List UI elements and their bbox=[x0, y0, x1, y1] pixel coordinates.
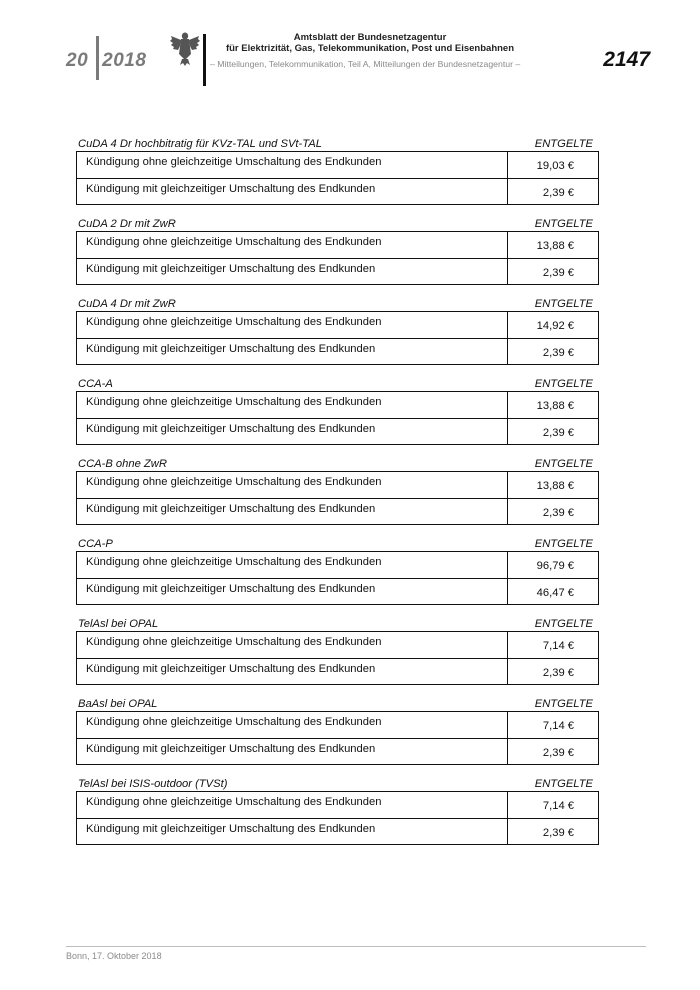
section-title: CCA-A bbox=[78, 378, 113, 390]
fee-amount: 2,39 € bbox=[507, 499, 598, 524]
fee-amount: 13,88 € bbox=[507, 392, 598, 418]
fee-amount: 14,92 € bbox=[507, 312, 598, 338]
fee-section bbox=[76, 776, 599, 845]
fee-description: Kündigung ohne gleichzeitige Umschaltung des Endkunden bbox=[86, 236, 382, 248]
fee-section bbox=[76, 536, 599, 605]
section-title: CuDA 4 Dr hochbitratig für KVz-TAL und SVt-TAL bbox=[78, 138, 322, 150]
publication-title bbox=[210, 32, 530, 54]
fee-amount: 46,47 € bbox=[507, 579, 598, 604]
fee-amount: 7,14 € bbox=[507, 712, 598, 738]
header-divider-dark bbox=[203, 34, 206, 86]
fee-description: Kündigung mit gleichzeitiger Umschaltung des Endkunden bbox=[86, 743, 376, 755]
fee-table bbox=[76, 712, 599, 765]
column-header-fees: ENTGELTE bbox=[534, 778, 593, 790]
fee-amount: 2,39 € bbox=[507, 819, 598, 844]
table-row bbox=[77, 792, 598, 818]
table-row bbox=[77, 312, 598, 338]
table-row bbox=[77, 338, 598, 364]
fee-amount: 13,88 € bbox=[507, 232, 598, 258]
table-row bbox=[77, 392, 598, 418]
fee-description: Kündigung mit gleichzeitiger Umschaltung des Endkunden bbox=[86, 503, 376, 515]
fee-section bbox=[76, 696, 599, 765]
fee-amount: 2,39 € bbox=[507, 419, 598, 444]
fee-table bbox=[76, 312, 599, 365]
fee-section bbox=[76, 216, 599, 285]
fee-section bbox=[76, 376, 599, 445]
fee-section bbox=[76, 616, 599, 685]
fee-amount: 7,14 € bbox=[507, 632, 598, 658]
issue-year: 2018 bbox=[102, 50, 147, 71]
title-line-1: Amtsblatt der Bundesnetzagentur bbox=[293, 32, 447, 43]
fee-amount: 2,39 € bbox=[507, 739, 598, 764]
table-row bbox=[77, 712, 598, 738]
table-row bbox=[77, 498, 598, 524]
column-header-fees: ENTGELTE bbox=[534, 298, 593, 310]
table-row bbox=[77, 552, 598, 578]
fee-description: Kündigung ohne gleichzeitige Umschaltung des Endkunden bbox=[86, 396, 382, 408]
fee-description: Kündigung mit gleichzeitiger Umschaltung des Endkunden bbox=[86, 263, 376, 275]
section-header bbox=[76, 536, 599, 552]
fee-table bbox=[76, 152, 599, 205]
fee-description: Kündigung ohne gleichzeitige Umschaltung des Endkunden bbox=[86, 156, 382, 168]
fee-description: Kündigung mit gleichzeitiger Umschaltung des Endkunden bbox=[86, 823, 376, 835]
footer-date: Bonn, 17. Oktober 2018 bbox=[66, 951, 162, 961]
fee-table bbox=[76, 792, 599, 845]
publication-subtitle: – Mitteilungen, Telekommunikation, Teil A, Mitteilungen der Bundesnetzagentur – bbox=[210, 59, 521, 69]
fee-description: Kündigung mit gleichzeitiger Umschaltung des Endkunden bbox=[86, 423, 376, 435]
fee-section bbox=[76, 136, 599, 205]
fee-description: Kündigung mit gleichzeitiger Umschaltung des Endkunden bbox=[86, 343, 376, 355]
fee-amount: 2,39 € bbox=[507, 339, 598, 364]
table-row bbox=[77, 632, 598, 658]
fee-table bbox=[76, 632, 599, 685]
fee-description: Kündigung ohne gleichzeitige Umschaltung des Endkunden bbox=[86, 316, 382, 328]
fee-description: Kündigung ohne gleichzeitige Umschaltung des Endkunden bbox=[86, 476, 382, 488]
section-header bbox=[76, 696, 599, 712]
fee-amount: 19,03 € bbox=[507, 152, 598, 178]
table-row bbox=[77, 178, 598, 204]
header-divider bbox=[96, 36, 99, 80]
section-title: CuDA 4 Dr mit ZwR bbox=[78, 298, 176, 310]
column-header-fees: ENTGELTE bbox=[534, 538, 593, 550]
section-header bbox=[76, 616, 599, 632]
title-line-2: für Elektrizität, Gas, Telekommunikation, Post und Eisenbahnen bbox=[225, 43, 515, 54]
section-header bbox=[76, 136, 599, 152]
column-header-fees: ENTGELTE bbox=[534, 378, 593, 390]
fee-description: Kündigung ohne gleichzeitige Umschaltung des Endkunden bbox=[86, 636, 382, 648]
section-title: CCA-B ohne ZwR bbox=[78, 458, 167, 470]
fee-description: Kündigung mit gleichzeitiger Umschaltung des Endkunden bbox=[86, 583, 376, 595]
fee-amount: 96,79 € bbox=[507, 552, 598, 578]
column-header-fees: ENTGELTE bbox=[534, 218, 593, 230]
section-title: TelAsl bei ISIS-outdoor (TVSt) bbox=[78, 778, 228, 790]
section-title: CuDA 2 Dr mit ZwR bbox=[78, 218, 176, 230]
fee-description: Kündigung ohne gleichzeitige Umschaltung des Endkunden bbox=[86, 796, 382, 808]
section-header bbox=[76, 776, 599, 792]
issue-info bbox=[66, 50, 146, 72]
column-header-fees: ENTGELTE bbox=[534, 618, 593, 630]
table-row bbox=[77, 472, 598, 498]
page-number: 2147 bbox=[603, 48, 650, 71]
table-row bbox=[77, 232, 598, 258]
table-row bbox=[77, 818, 598, 844]
fee-table bbox=[76, 392, 599, 445]
fee-description: Kündigung ohne gleichzeitige Umschaltung des Endkunden bbox=[86, 716, 382, 728]
fee-description: Kündigung ohne gleichzeitige Umschaltung des Endkunden bbox=[86, 556, 382, 568]
fee-description: Kündigung mit gleichzeitiger Umschaltung des Endkunden bbox=[86, 183, 376, 195]
fee-table bbox=[76, 232, 599, 285]
fee-amount: 2,39 € bbox=[507, 259, 598, 284]
fee-amount: 7,14 € bbox=[507, 792, 598, 818]
table-row bbox=[77, 578, 598, 604]
fee-amount: 2,39 € bbox=[507, 179, 598, 204]
fee-section bbox=[76, 456, 599, 525]
table-row bbox=[77, 418, 598, 444]
table-row bbox=[77, 658, 598, 684]
fee-description: Kündigung mit gleichzeitiger Umschaltung des Endkunden bbox=[86, 663, 376, 675]
table-row bbox=[77, 152, 598, 178]
fee-amount: 2,39 € bbox=[507, 659, 598, 684]
section-title: BaAsl bei OPAL bbox=[78, 698, 158, 710]
section-header bbox=[76, 456, 599, 472]
section-title: CCA-P bbox=[78, 538, 113, 550]
fee-table bbox=[76, 472, 599, 525]
federal-eagle-icon bbox=[170, 30, 200, 66]
section-header bbox=[76, 296, 599, 312]
fee-amount: 13,88 € bbox=[507, 472, 598, 498]
fee-section bbox=[76, 296, 599, 365]
table-row bbox=[77, 258, 598, 284]
column-header-fees: ENTGELTE bbox=[534, 458, 593, 470]
footer-divider bbox=[66, 946, 646, 947]
fee-tables bbox=[76, 136, 599, 856]
column-header-fees: ENTGELTE bbox=[534, 138, 593, 150]
section-title: TelAsl bei OPAL bbox=[78, 618, 159, 630]
column-header-fees: ENTGELTE bbox=[534, 698, 593, 710]
table-row bbox=[77, 738, 598, 764]
issue-number: 20 bbox=[66, 50, 89, 71]
section-header bbox=[76, 216, 599, 232]
fee-table bbox=[76, 552, 599, 605]
section-header bbox=[76, 376, 599, 392]
